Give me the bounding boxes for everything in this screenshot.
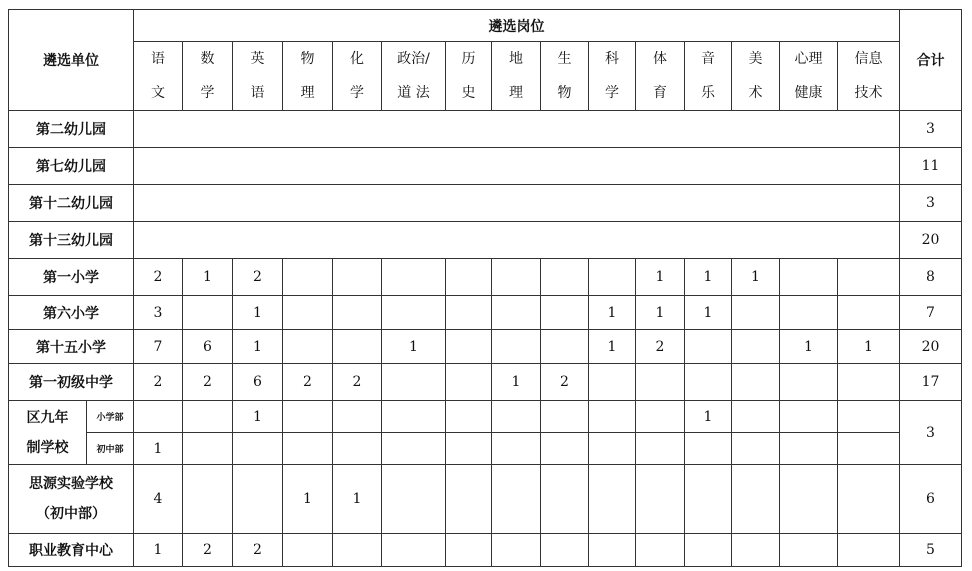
count-cell	[382, 364, 446, 401]
count-cell	[838, 296, 900, 330]
total-cell: 20	[900, 222, 962, 259]
count-cell	[446, 401, 492, 433]
count-cell	[446, 465, 492, 534]
subject-header	[446, 42, 492, 111]
subject-line-1: 数	[200, 51, 215, 67]
table-row	[9, 330, 962, 364]
unit-cell: 第十二幼儿园	[9, 185, 134, 222]
subject-line-2: 乐	[701, 85, 715, 101]
subject-header	[134, 42, 183, 111]
count-cell	[636, 465, 685, 534]
unit-cell: 第二幼儿园	[9, 111, 134, 148]
unit-cell: 第十五小学	[9, 330, 134, 364]
count-cell	[233, 465, 283, 534]
count-cell	[283, 330, 333, 364]
count-cell	[492, 433, 541, 465]
count-cell	[589, 534, 636, 567]
table-row	[9, 259, 962, 296]
count-cell	[541, 534, 589, 567]
unit-cell: 第一小学	[9, 259, 134, 296]
subject-header	[283, 42, 333, 111]
subject-line-1: 生	[557, 51, 572, 67]
count-cell	[446, 259, 492, 296]
subject-header	[183, 42, 233, 111]
count-cell	[283, 433, 333, 465]
count-cell	[492, 330, 541, 364]
subject-header	[732, 42, 780, 111]
count-cell	[589, 364, 636, 401]
count-cell	[333, 433, 382, 465]
merged-blank-cell	[134, 222, 900, 259]
subject-line-2: 学	[200, 85, 215, 101]
table-row	[9, 401, 962, 433]
count-cell	[283, 401, 333, 433]
table-row	[9, 465, 962, 534]
total-cell: 3	[900, 185, 962, 222]
count-cell	[838, 534, 900, 567]
count-cell: 2	[283, 364, 333, 401]
unit-cell: 第一初级中学	[9, 364, 134, 401]
count-cell	[183, 296, 233, 330]
count-cell	[732, 330, 780, 364]
count-cell	[685, 534, 732, 567]
subject-line-1: 体	[653, 51, 667, 67]
count-cell	[732, 465, 780, 534]
count-cell	[333, 534, 382, 567]
unit-cell	[9, 465, 134, 534]
count-cell	[333, 401, 382, 433]
unit-line-2: 制学校	[26, 439, 69, 456]
total-cell: 6	[900, 465, 962, 534]
count-cell: 2	[183, 534, 233, 567]
count-cell	[780, 534, 838, 567]
count-cell: 1	[333, 465, 382, 534]
count-cell	[541, 465, 589, 534]
count-cell: 1	[233, 401, 283, 433]
count-cell	[492, 465, 541, 534]
unit-cell: 职业教育中心	[9, 534, 134, 567]
count-cell	[183, 465, 233, 534]
count-cell	[589, 259, 636, 296]
count-cell	[780, 401, 838, 433]
count-cell: 1	[685, 259, 732, 296]
count-cell	[283, 534, 333, 567]
count-cell: 2	[233, 534, 283, 567]
count-cell: 1	[685, 401, 732, 433]
count-cell	[541, 296, 589, 330]
count-cell	[838, 401, 900, 433]
subject-line-2: 物	[557, 85, 572, 101]
subject-line-1: 美	[748, 51, 763, 67]
table-row	[9, 148, 962, 185]
subject-line-1: 信息	[854, 51, 883, 67]
table-row	[9, 185, 962, 222]
unit-cell: 第六小学	[9, 296, 134, 330]
count-cell	[233, 433, 283, 465]
subject-line-1: 物	[300, 51, 315, 67]
total-cell: 8	[900, 259, 962, 296]
count-cell: 1	[589, 296, 636, 330]
count-cell	[732, 401, 780, 433]
unit-line-2: （初中部）	[36, 506, 106, 522]
subject-line-2: 理	[300, 85, 315, 101]
count-cell	[382, 401, 446, 433]
count-cell	[685, 433, 732, 465]
count-cell	[382, 433, 446, 465]
count-cell: 1	[233, 296, 283, 330]
count-cell	[685, 364, 732, 401]
count-cell	[446, 364, 492, 401]
count-cell: 1	[636, 296, 685, 330]
subject-header	[492, 42, 541, 111]
subject-line-2: 育	[653, 85, 667, 101]
subject-line-1: 地	[509, 51, 523, 67]
header-row-1	[9, 10, 962, 42]
total-cell: 20	[900, 330, 962, 364]
count-cell	[492, 259, 541, 296]
count-cell	[446, 330, 492, 364]
count-cell: 6	[183, 330, 233, 364]
subject-header	[382, 42, 446, 111]
subject-line-1: 语	[151, 51, 165, 67]
unit-header: 遴选单位	[9, 10, 134, 111]
count-cell: 1	[589, 330, 636, 364]
count-cell	[780, 465, 838, 534]
count-cell	[685, 465, 732, 534]
count-cell: 2	[233, 259, 283, 296]
count-cell	[636, 401, 685, 433]
count-cell	[780, 364, 838, 401]
count-cell: 2	[183, 364, 233, 401]
subject-header	[838, 42, 900, 111]
count-cell	[838, 433, 900, 465]
count-cell	[382, 259, 446, 296]
count-cell: 1	[492, 364, 541, 401]
subject-line-2: 学	[350, 85, 364, 101]
total-cell: 5	[900, 534, 962, 567]
subject-line-2: 语	[250, 85, 265, 101]
subject-line-1: 心理	[794, 51, 823, 67]
merged-blank-cell	[134, 185, 900, 222]
subject-line-2: 术	[748, 85, 763, 101]
count-cell	[589, 465, 636, 534]
subject-line-2: 史	[461, 85, 476, 101]
count-cell	[732, 364, 780, 401]
unit-cell: 第七幼儿园	[9, 148, 134, 185]
sub-unit-cell: 小学部	[87, 401, 134, 433]
subject-header	[780, 42, 838, 111]
subject-header	[589, 42, 636, 111]
count-cell	[589, 401, 636, 433]
total-header: 合计	[900, 10, 962, 111]
count-cell: 1	[233, 330, 283, 364]
count-cell	[541, 401, 589, 433]
total-cell: 17	[900, 364, 962, 401]
table-row	[9, 296, 962, 330]
subject-line-2: 健康	[794, 85, 823, 101]
count-cell: 1	[283, 465, 333, 534]
subject-line-1: 科	[605, 51, 619, 67]
subject-header	[333, 42, 382, 111]
count-cell: 6	[233, 364, 283, 401]
count-cell	[589, 433, 636, 465]
subject-line-2: 道 法	[397, 85, 430, 101]
unit-line-1: 思源实验学校	[29, 476, 113, 492]
table-row	[9, 433, 962, 465]
count-cell	[732, 296, 780, 330]
count-cell	[732, 433, 780, 465]
table-row	[9, 364, 962, 401]
count-cell: 1	[732, 259, 780, 296]
count-cell: 2	[333, 364, 382, 401]
count-cell	[333, 330, 382, 364]
count-cell: 1	[636, 259, 685, 296]
count-cell	[183, 433, 233, 465]
count-cell	[838, 364, 900, 401]
subject-line-2: 技术	[854, 85, 883, 101]
subject-line-1: 历	[461, 51, 476, 67]
total-cell: 11	[900, 148, 962, 185]
count-cell	[541, 259, 589, 296]
unit-line-1: 区九年	[26, 409, 69, 426]
subject-line-1: 政治/	[397, 51, 430, 67]
count-cell	[636, 433, 685, 465]
subject-header-row	[9, 42, 962, 111]
count-cell: 1	[183, 259, 233, 296]
subject-line-1: 化	[350, 51, 364, 67]
subject-line-2: 文	[151, 85, 165, 101]
selection-table	[8, 9, 962, 567]
count-cell: 4	[134, 465, 183, 534]
count-cell: 2	[134, 364, 183, 401]
subject-line-2: 理	[509, 85, 523, 101]
sub-unit-cell: 初中部	[87, 433, 134, 465]
table-row	[9, 534, 962, 567]
count-cell	[134, 401, 183, 433]
total-cell: 3	[900, 111, 962, 148]
count-cell	[492, 296, 541, 330]
count-cell: 2	[134, 259, 183, 296]
count-cell	[446, 433, 492, 465]
unit-cell: 第十三幼儿园	[9, 222, 134, 259]
count-cell	[446, 534, 492, 567]
count-cell: 1	[134, 433, 183, 465]
count-cell	[541, 330, 589, 364]
count-cell	[492, 534, 541, 567]
subject-header	[685, 42, 732, 111]
subject-line-1: 英	[250, 51, 265, 67]
merged-blank-cell	[134, 148, 900, 185]
count-cell	[283, 259, 333, 296]
count-cell: 2	[541, 364, 589, 401]
count-cell	[732, 534, 780, 567]
count-cell	[333, 259, 382, 296]
total-cell: 3	[900, 401, 962, 465]
count-cell: 3	[134, 296, 183, 330]
count-cell	[382, 465, 446, 534]
subject-line-2: 学	[605, 85, 619, 101]
count-cell: 1	[838, 330, 900, 364]
count-cell	[541, 433, 589, 465]
count-cell	[382, 534, 446, 567]
count-cell: 1	[382, 330, 446, 364]
count-cell	[333, 296, 382, 330]
count-cell: 1	[685, 296, 732, 330]
count-cell	[492, 401, 541, 433]
count-cell: 2	[636, 330, 685, 364]
count-cell	[780, 433, 838, 465]
subject-header	[636, 42, 685, 111]
table-row	[9, 222, 962, 259]
count-cell	[780, 296, 838, 330]
count-cell	[283, 296, 333, 330]
subject-header	[541, 42, 589, 111]
subject-line-1: 音	[701, 51, 715, 67]
count-cell	[382, 296, 446, 330]
count-cell	[838, 259, 900, 296]
count-cell	[636, 534, 685, 567]
merged-blank-cell	[134, 111, 900, 148]
positions-header: 遴选岗位	[134, 10, 900, 42]
count-cell	[780, 259, 838, 296]
count-cell: 1	[134, 534, 183, 567]
total-cell: 7	[900, 296, 962, 330]
count-cell: 7	[134, 330, 183, 364]
table-row	[9, 111, 962, 148]
count-cell	[685, 330, 732, 364]
subject-header	[233, 42, 283, 111]
count-cell	[183, 401, 233, 433]
count-cell	[636, 364, 685, 401]
count-cell	[838, 465, 900, 534]
count-cell: 1	[780, 330, 838, 364]
unit-cell	[9, 401, 87, 465]
count-cell	[446, 296, 492, 330]
